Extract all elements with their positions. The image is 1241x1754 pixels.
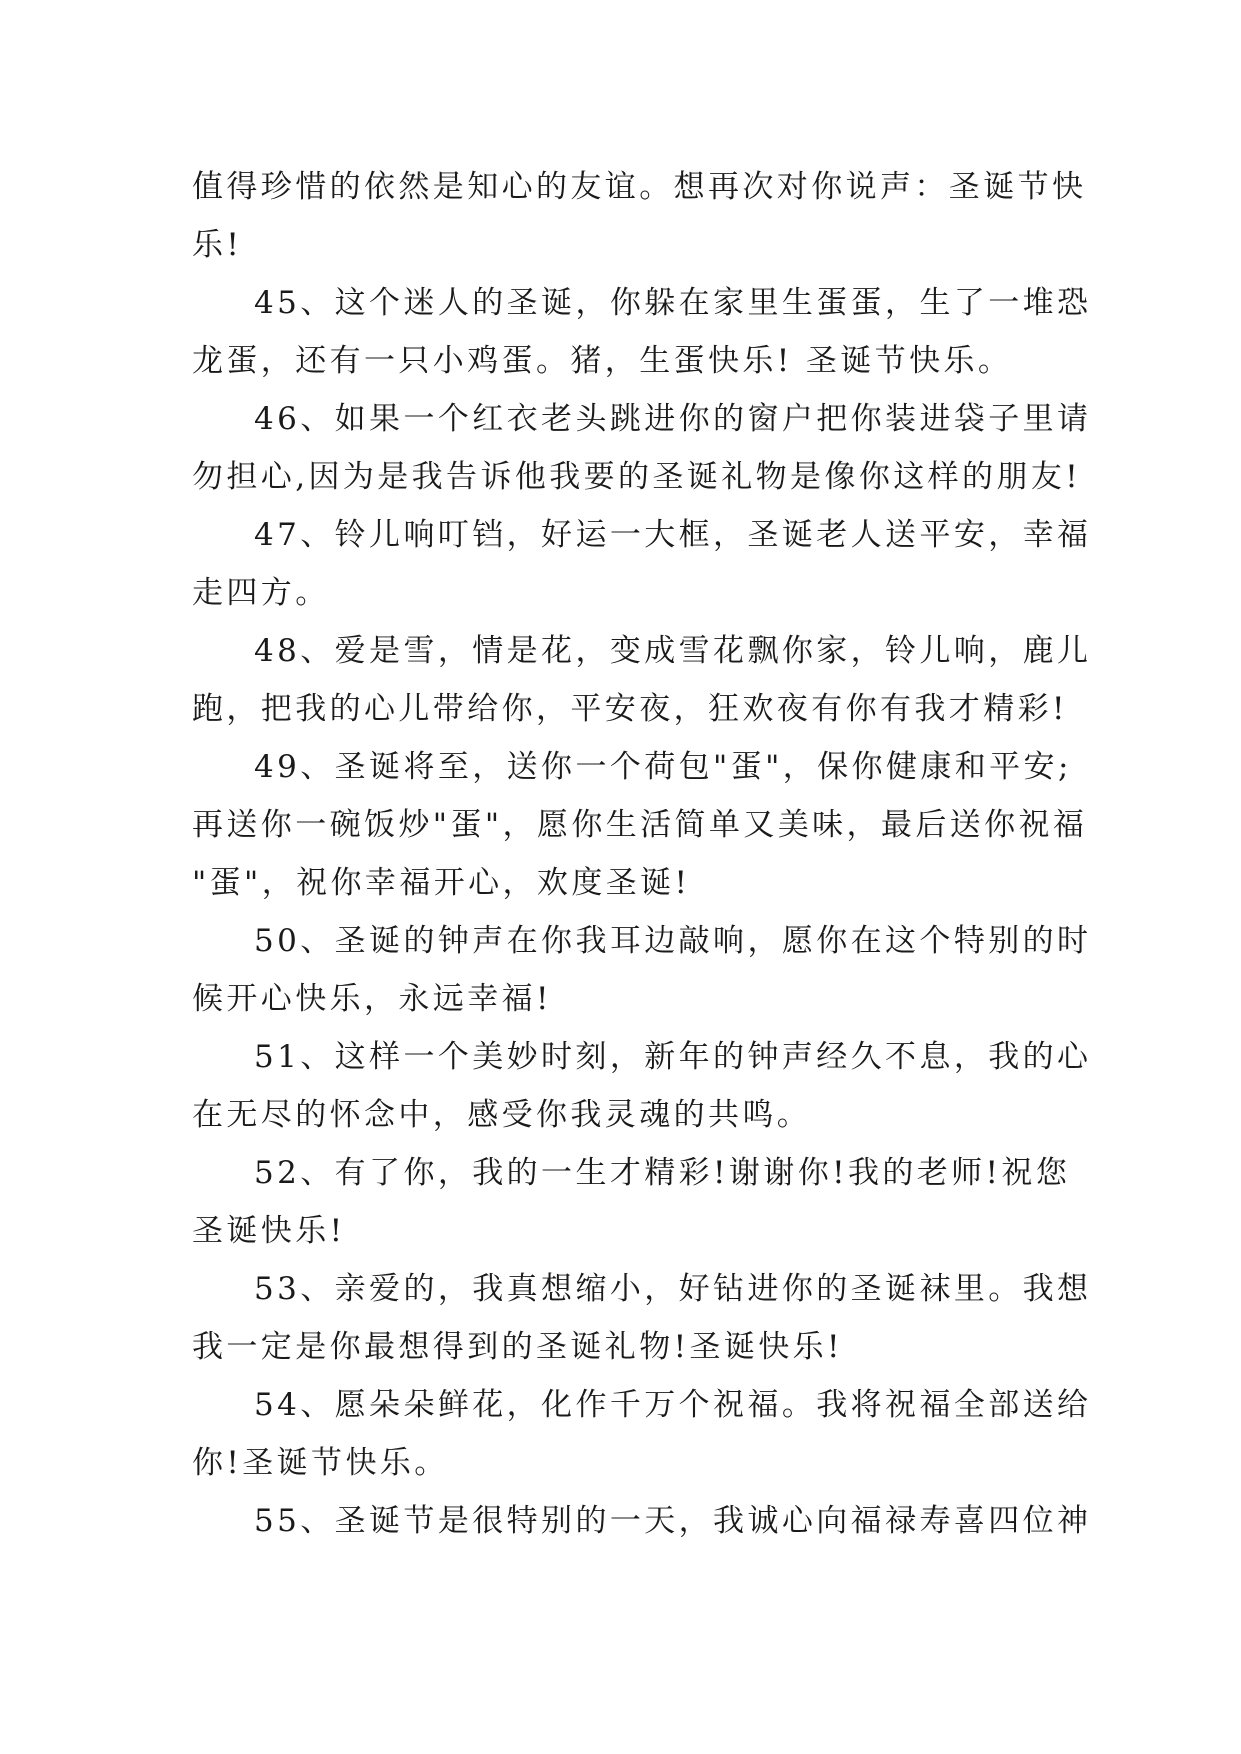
text-line: 51、这样一个美妙时刻，新年的钟声经久不息，我的心 — [254, 1039, 1092, 1075]
text-line: 乐! — [192, 227, 243, 263]
document-body — [192, 158, 1092, 1550]
text-line: 圣诞快乐! — [192, 1213, 346, 1249]
text-line: 53、亲爱的，我真想缩小，好钻进你的圣诞袜里。我想 — [254, 1271, 1092, 1307]
text-line: 候开心快乐，永远幸福! — [192, 981, 552, 1017]
text-line: 跑，把我的心儿带给你，平安夜，狂欢夜有你有我才精彩! — [192, 691, 1068, 727]
text-line: 在无尽的怀念中，感受你我灵魂的共鸣。 — [192, 1097, 812, 1133]
text-line: 值得珍惜的依然是知心的友谊。想再次对你说声：圣诞节快 — [192, 169, 1087, 205]
text-line: 你!圣诞节快乐。 — [192, 1445, 449, 1481]
text-line: 49、圣诞将至，送你一个荷包"蛋"，保你健康和平安; — [254, 749, 1072, 785]
text-line: 46、如果一个红衣老头跳进你的窗户把你装进袋子里请 — [254, 401, 1092, 437]
text-line: 我一定是你最想得到的圣诞礼物!圣诞快乐! — [192, 1329, 843, 1365]
text-line: 龙蛋，还有一只小鸡蛋。猪，生蛋快乐! 圣诞节快乐。 — [192, 343, 1013, 379]
text-line: "蛋"，祝你幸福开心，欢度圣诞! — [192, 865, 691, 901]
text-line: 55、圣诞节是很特别的一天，我诚心向福禄寿喜四位神 — [254, 1503, 1092, 1539]
text-line: 52、有了你，我的一生才精彩!谢谢你!我的老师!祝您 — [254, 1155, 1071, 1191]
text-line: 47、铃儿响叮铛，好运一大框，圣诞老人送平安，幸福 — [254, 517, 1092, 553]
text-line: 再送你一碗饭炒"蛋"，愿你生活简单又美味，最后送你祝福 — [192, 807, 1088, 843]
text-line: 48、爱是雪，情是花，变成雪花飘你家，铃儿响，鹿儿 — [254, 633, 1092, 669]
text-line: 54、愿朵朵鲜花，化作千万个祝福。我将祝福全部送给 — [254, 1387, 1092, 1423]
text-line: 45、这个迷人的圣诞，你躲在家里生蛋蛋，生了一堆恐 — [254, 285, 1092, 321]
text-line: 50、圣诞的钟声在你我耳边敲响，愿你在这个特别的时 — [254, 923, 1092, 959]
text-line: 走四方。 — [192, 575, 330, 611]
text-line: 勿担心,因为是我告诉他我要的圣诞礼物是像你这样的朋友! — [192, 459, 1082, 495]
